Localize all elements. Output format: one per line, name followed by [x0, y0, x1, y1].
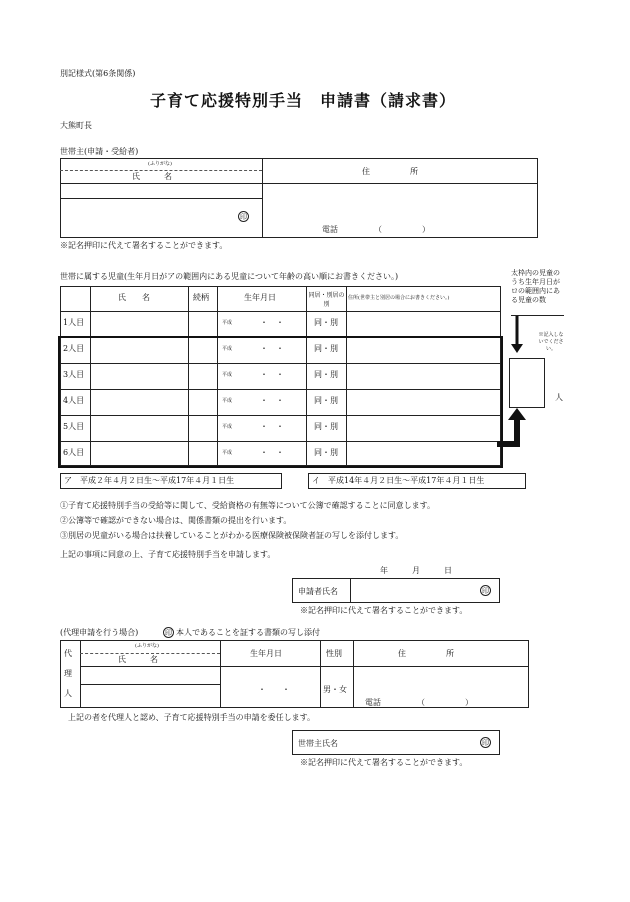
- proxy-dob-dots: ・ ・: [258, 685, 290, 694]
- householder-address-label: 住 所: [362, 167, 418, 176]
- row-cohabit-3: 同・別: [314, 370, 338, 379]
- row-label-2: 2人目: [63, 344, 85, 353]
- row-label-6: 6人目: [63, 448, 85, 457]
- proxy-seal-note: 本人であることを証する書類の写し添付: [176, 628, 320, 637]
- col-relation-header: 続柄: [193, 293, 209, 302]
- consent-item-3: ③別居の児童がいる場合は扶養していることがわかる医療保険被保険者証の写しを添付します。: [60, 531, 404, 540]
- row-dots-2: ・ ・: [260, 344, 284, 353]
- row-label-4: 4人目: [63, 396, 85, 405]
- row-dots-6: ・ ・: [260, 448, 284, 457]
- householder-name-label: 氏 名: [132, 172, 172, 181]
- row-cohabit-2: 同・別: [314, 344, 338, 353]
- application-date: 年 月 日: [380, 566, 452, 575]
- proxy-furigana-label: (ふりがな): [135, 643, 159, 649]
- col-address-header: 住所(世帯主と別居の場合にお書きください。): [348, 295, 450, 301]
- row-label-3: 3人目: [63, 370, 85, 379]
- proxy-side-3: 人: [64, 689, 72, 698]
- row-label-5: 5人目: [63, 422, 85, 431]
- householder-furigana-label: (ふりがな): [148, 161, 172, 167]
- row-cohabit-4: 同・別: [314, 396, 338, 405]
- applicant-seal-icon: 印: [482, 587, 489, 595]
- proxy-address-label: 住 所: [398, 649, 454, 658]
- proxy-delegate: 上記の者を代理人と認め、子育て応援特別手当の申請を委任します。: [68, 713, 316, 722]
- col-name-header: 氏 名: [118, 293, 150, 302]
- do-not-fill-note: ※記入しないでください。: [538, 332, 564, 352]
- proxy-side-1: 代: [64, 649, 72, 658]
- proxy-sex-value: 男・女: [323, 685, 347, 694]
- proxy-seal-icon: 印: [165, 629, 172, 637]
- form-reference: 別記様式(第6条関係): [60, 69, 136, 78]
- row-dots-3: ・ ・: [260, 370, 284, 379]
- row-dots-5: ・ ・: [260, 422, 284, 431]
- addressee: 大熊町長: [60, 121, 92, 130]
- proxy-section-label: (代理申請を行う場合): [60, 628, 139, 637]
- applicant-signature-note: ※記名押印に代えて署名することができます。: [300, 606, 468, 615]
- householder-name-sign-label: 世帯主氏名: [298, 739, 338, 748]
- row-era-1: 平成: [222, 320, 233, 326]
- householder-phone: 電話 （ ）: [322, 225, 430, 234]
- row-cohabit-6: 同・別: [314, 448, 338, 457]
- children-section-label: 世帯に属する児童(生年月日がアの範囲内にある児童について年齢の高い順にお書きください。): [60, 272, 399, 281]
- proxy-side-2: 理: [64, 669, 72, 678]
- consent-item-2: ②公簿等で確認ができない場合は、関係書類の提出を行います。: [60, 516, 292, 525]
- child-count-box: [509, 358, 545, 408]
- seal-icon: 印: [240, 213, 247, 221]
- row-dots-4: ・ ・: [260, 396, 284, 405]
- row-label-1: 1人目: [63, 318, 85, 327]
- page-title: 子育て応援特別手当 申請書（請求書）: [150, 91, 457, 110]
- applicant-name-label: 申請者氏名: [298, 587, 338, 596]
- col-cohabit-header: 同居・別居の別: [308, 292, 345, 308]
- householder-sign-seal-icon: 印: [482, 739, 489, 747]
- householder-section-label: 世帯主(申請・受給者): [60, 147, 139, 156]
- arrow-down-icon: [509, 316, 525, 354]
- row-era-2: 平成: [222, 346, 233, 352]
- householder-signature-note: ※記名押印に代えて署名することができます。: [60, 241, 228, 250]
- row-era-4: 平成: [222, 398, 233, 404]
- range-a: ア 平成２年４月２日生〜平成17年４月１日生: [64, 476, 235, 485]
- row-era-5: 平成: [222, 424, 233, 430]
- consent-agree: 上記の事項に同意の上、子育て応援特別手当を申請します。: [60, 550, 276, 559]
- proxy-name-label: 氏 名: [118, 655, 158, 664]
- count-unit: 人: [555, 393, 563, 402]
- householder-sign-note: ※記名押印に代えて署名することができます。: [300, 758, 468, 767]
- proxy-dob-label: 生年月日: [250, 649, 282, 658]
- row-era-3: 平成: [222, 372, 233, 378]
- arrow-up-icon: [495, 406, 535, 448]
- row-era-6: 平成: [222, 450, 233, 456]
- row-cohabit-5: 同・別: [314, 422, 338, 431]
- side-note: 太枠内の児童のうち生年月日がロの範囲内にある児童の数: [511, 269, 560, 304]
- proxy-sex-label: 性別: [326, 649, 342, 658]
- col-dob-header: 生年月日: [244, 293, 276, 302]
- row-dots-1: ・ ・: [260, 318, 284, 327]
- range-b: イ 平成14年４月２日生〜平成17年４月１日生: [312, 476, 485, 485]
- proxy-phone: 電話 （ ）: [365, 698, 473, 707]
- consent-item-1: ①子育て応援特別手当の受給等に関して、受給資格の有無等について公簿で確認することに同意します。: [60, 501, 436, 510]
- row-cohabit-1: 同・別: [314, 318, 338, 327]
